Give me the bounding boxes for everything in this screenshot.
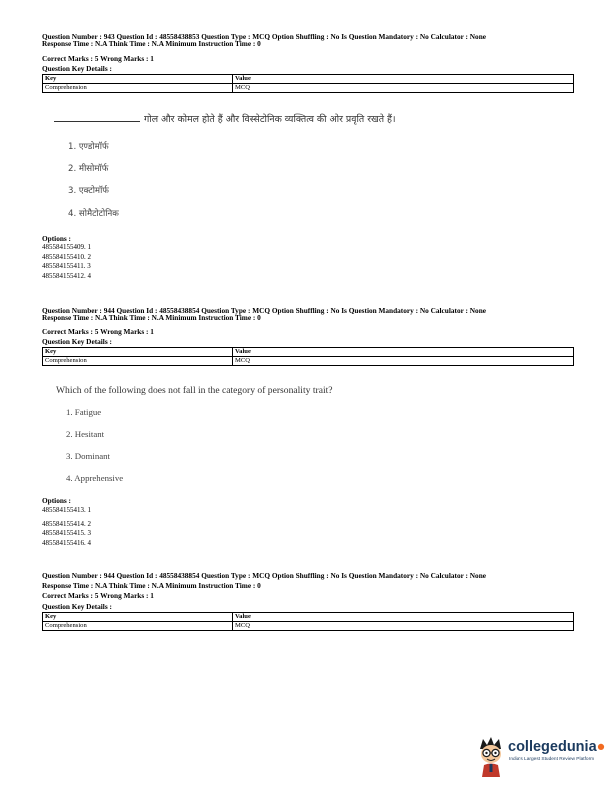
marks-line: Correct Marks : 5 Wrong Marks : 1 [42,327,154,336]
options-label: Options : [42,496,71,505]
response-time-line: Response Time : N.A Think Time : N.A Minimum Instruction Time : 0 [42,39,261,48]
key-value-table [42,74,574,93]
question-header: Question Number : 943 Question Id : 48558438853 Question Type : MCQ Option Shuffling : No Is Question Mandatory : No Calculator : None [42,32,486,41]
brand-name: collegedunia● [508,739,606,755]
option-id: 485584155413. 1 [42,506,91,514]
key-header: Key [43,613,233,622]
marks-line: Correct Marks : 5 Wrong Marks : 1 [42,591,154,600]
choice-1: 1. Fatigue [66,407,102,417]
options-list [42,243,91,281]
response-time-line: Response Time : N.A Think Time : N.A Minimum Instruction Time : 0 [42,581,261,590]
key-header: Key [43,348,233,357]
key-details-label: Question Key Details : [42,64,112,73]
choice-3: 3. Dominant [66,451,110,461]
option-id: 485584155411. 3 [42,262,91,271]
key-header: Key [43,75,233,84]
value-cell: MCQ [233,84,574,93]
brand-tagline: India's Largest Student Review Platform [509,757,595,762]
value-cell: MCQ [233,622,574,631]
option-id: 485584155416. 4 [42,538,91,547]
value-cell: MCQ [233,357,574,366]
question-header: Question Number : 944 Question Id : 48558438854 Question Type : MCQ Option Shuffling : No Is Question Mandatory : No Calculator : None [42,306,486,315]
key-cell: Comprehension [43,84,233,93]
option-id: 485584155415. 3 [42,529,91,538]
collegedunia-logo [474,735,604,783]
value-header: Value [233,613,574,622]
choice-2: 2. Hesitant [66,429,105,439]
key-cell: Comprehension [43,357,233,366]
marks-line: Correct Marks : 5 Wrong Marks : 1 [42,54,154,63]
mascot-icon [474,735,508,779]
option-id: 485584155414. 2 [42,519,91,528]
answer-blank [54,121,140,122]
response-time-line: Response Time : N.A Think Time : N.A Minimum Instruction Time : 0 [42,313,261,322]
choice-2: 2. मीसोमॉर्फ [68,164,109,174]
question-stem: Which of the following does not fall in the category of personality trait? [56,385,333,396]
option-id: 485584155412. 4 [42,271,91,280]
key-details-label: Question Key Details : [42,602,112,611]
options-label: Options : [42,234,71,243]
choice-3: 3. एक्टोमॉर्फ [68,186,109,196]
key-cell: Comprehension [43,622,233,631]
key-value-table [42,612,574,631]
option-id: 485584155409. 1 [42,243,91,251]
question-header: Question Number : 944 Question Id : 48558438854 Question Type : MCQ Option Shuffling : No Is Question Mandatory : No Calculator : None [42,571,486,580]
question-stem: गोल और कोमल होते हैं और विस्सेटोनिक व्यक्तित्व की ओर प्रवृति रखते हैं। [54,112,396,125]
key-value-table [42,347,574,366]
value-header: Value [233,75,574,84]
value-header: Value [233,348,574,357]
choice-4: 4. Apprehensive [66,473,124,483]
key-details-label: Question Key Details : [42,337,112,346]
options-list [42,506,91,548]
choice-1: 1. एण्डोमॉर्फ [68,142,109,152]
choice-4: 4. सोमैटोटोनिक [68,209,119,219]
option-id: 485584155410. 2 [42,252,91,261]
